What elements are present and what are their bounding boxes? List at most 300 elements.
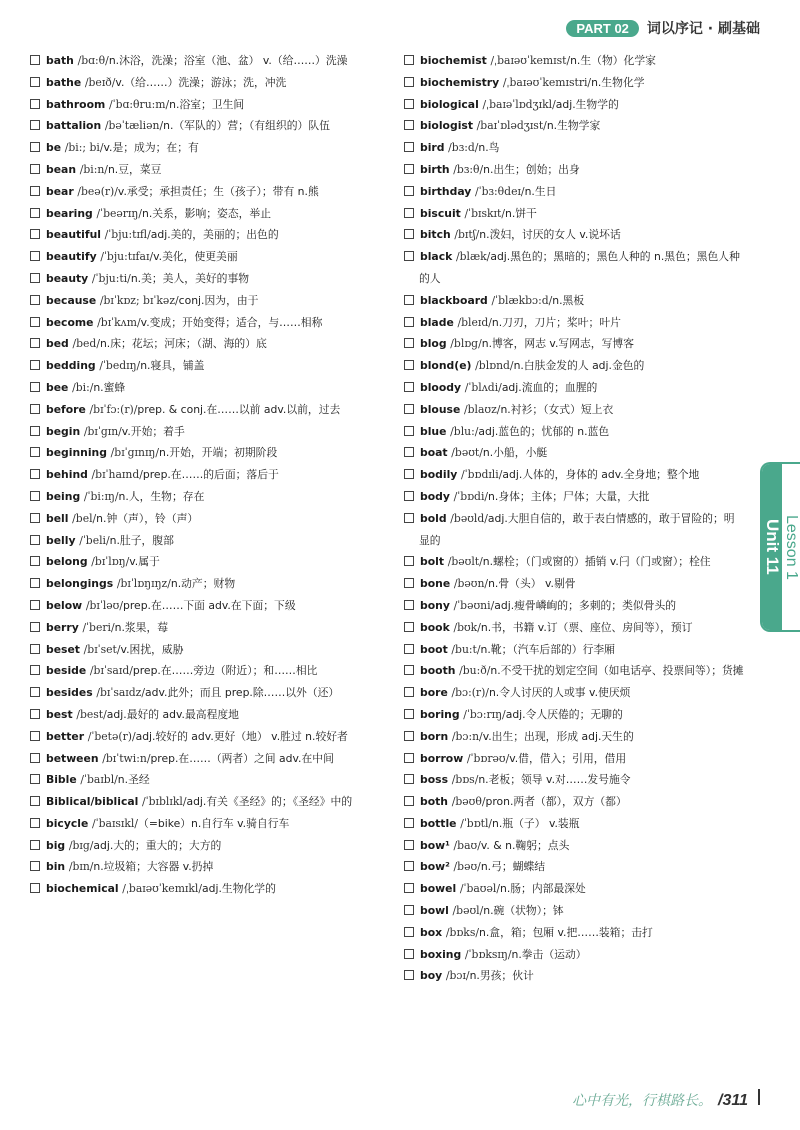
phonetic: /ˈbɒtl/ (460, 816, 493, 830)
vocab-entry (404, 791, 744, 813)
checkbox-icon[interactable] (404, 796, 414, 806)
definition: n.不受干扰的划定空间（如电话亭、投票间等）；货摊 (490, 664, 744, 678)
phonetic: /bɪˈsaɪdz/ (96, 686, 145, 700)
checkbox-icon[interactable] (404, 970, 414, 980)
checkbox-icon[interactable] (30, 120, 40, 130)
headword: beauty (46, 271, 89, 285)
vocab-entry (404, 203, 744, 225)
definition: v.是；成为；在；有 (103, 141, 199, 155)
definition: n.生物化学 (591, 75, 645, 89)
phonetic: /bɒs/ (451, 773, 479, 787)
phonetic: /ˈbɪskɪt/ (464, 206, 505, 220)
checkbox-icon[interactable] (404, 687, 414, 697)
checkbox-icon[interactable] (404, 382, 414, 392)
vocab-entry (30, 312, 390, 334)
vocab-entry (30, 203, 390, 225)
definition: n.刀刃，刀片；桨叶；叶片 (491, 315, 621, 329)
checkbox-icon[interactable] (404, 99, 414, 109)
unit-label: Unit 11 (763, 519, 782, 575)
checkbox-icon[interactable] (30, 317, 40, 327)
checkbox-icon[interactable] (404, 927, 414, 937)
headword: biochemical (46, 882, 119, 896)
headword: boring (420, 707, 460, 721)
definition: n.钟（声），铃（声） (96, 511, 199, 525)
definition: （=bike）n.自行车 v.骑自行车 (138, 816, 290, 830)
definition: prep.在……旁边（附近）；和……相比 (132, 664, 318, 678)
vocab-entry (30, 115, 390, 137)
page-footer (572, 1089, 760, 1110)
checkbox-icon[interactable] (404, 622, 414, 632)
definition: v.美化，使更美丽 (153, 250, 238, 264)
vocab-entry (30, 769, 390, 791)
phonetic: /ˈbɒdi/ (453, 489, 489, 503)
headword: blouse (420, 402, 461, 416)
definition: v.（给……）洗澡；游泳；洗，冲洗 (115, 75, 287, 89)
definition: n.（军队的）营；（有组织的）队伍 (163, 119, 330, 133)
definition: n.浴室；卫生间 (169, 97, 245, 111)
definition: n.关系，影响；姿态，举止 (141, 206, 272, 220)
vocab-entry (30, 856, 390, 878)
phonetic: /bʊk/ (453, 620, 481, 634)
vocab-entry (404, 835, 744, 857)
vocab-entry (30, 72, 390, 94)
phonetic: /bu:ð/ (459, 664, 491, 678)
definition: n.骨（头） v.剔骨 (488, 577, 576, 591)
checkbox-icon[interactable] (404, 317, 414, 327)
vocab-entry (30, 835, 390, 857)
definition: v.借，借入；引用，借用 (509, 751, 627, 765)
phonetic: /bɔ:n/ (451, 729, 483, 743)
headword: bow¹ (420, 838, 450, 852)
headword: bedding (46, 359, 96, 373)
section-title: 词以序记 · 刷基础 (646, 21, 760, 37)
headword: biochemist (420, 54, 487, 67)
checkbox-icon[interactable] (404, 164, 414, 174)
vocab-entry (30, 617, 390, 639)
vocab-entry (404, 72, 744, 94)
headword: bowel (420, 882, 457, 896)
vocab-entry (404, 573, 744, 595)
vocab-entry (30, 268, 390, 290)
phonetic: /bɒks/ (445, 925, 479, 939)
definition: n.书，书籍 v.订（票、座位、房间等），预订 (480, 620, 693, 634)
phonetic: /ˈblækbɔ:d/ (491, 293, 553, 307)
headword: bolt (420, 555, 445, 569)
headword: blog (420, 337, 447, 351)
checkbox-icon[interactable] (404, 491, 414, 501)
vocab-entry (404, 551, 744, 573)
vocab-entry (30, 464, 390, 486)
phonetic: /ˈbəʊni/ (453, 598, 495, 612)
headword: bony (420, 598, 450, 612)
checkbox-icon[interactable] (404, 665, 414, 675)
phonetic: /bɪˈfɔ:(r)/ (89, 402, 138, 416)
phonetic: /blɒnd/ (475, 359, 514, 373)
headword: beautiful (46, 228, 101, 242)
definition: n.生（物）化学家 (570, 54, 656, 67)
headword: best (46, 707, 73, 721)
checkbox-icon[interactable] (404, 360, 414, 370)
definition: n.博客，网志 v.写网志，写博客 (481, 337, 634, 351)
phonetic: /bəˈtæliən/ (104, 119, 164, 133)
headword: berry (46, 620, 79, 634)
headword: belly (46, 533, 76, 547)
headword: become (46, 315, 94, 329)
checkbox-icon[interactable] (30, 229, 40, 239)
checkbox-icon[interactable] (30, 360, 40, 370)
definition: pron.两者（都），双方（都） (485, 795, 627, 809)
definition: n.蜜蜂 (93, 380, 126, 394)
headword: boot (420, 642, 448, 656)
checkbox-icon[interactable] (30, 77, 40, 87)
checkbox-icon[interactable] (404, 208, 414, 218)
vocab-entry (30, 442, 390, 464)
vocab-entry (30, 595, 390, 617)
vocab-entry (30, 813, 390, 835)
headword: bowl (420, 904, 449, 918)
headword: boy (420, 969, 443, 983)
vocab-entry (404, 377, 744, 399)
definition: v.承受；承担责任；生（孩子）；带有 n.熊 (117, 184, 319, 198)
checkbox-icon[interactable] (30, 687, 40, 697)
vocab-entry (404, 312, 744, 334)
checkbox-icon[interactable] (404, 644, 414, 654)
phonetic: /blæk/ (455, 250, 491, 264)
phonetic: /ˈbɑ:θru:m/ (108, 97, 170, 111)
definition: n.浆果，莓 (114, 620, 169, 634)
definition: n.螺栓；（门或窗的）插销 v.闩（门或窗）；栓住 (482, 555, 711, 569)
checkbox-icon[interactable] (30, 556, 40, 566)
definition: n.盒，箱；包厢 v.把……装箱；击打 (479, 925, 653, 939)
headword: between (46, 751, 99, 765)
checkbox-icon[interactable] (404, 861, 414, 871)
checkbox-icon[interactable] (30, 513, 40, 523)
checkbox-icon[interactable] (404, 186, 414, 196)
vocab-entry (30, 333, 390, 355)
phonetic: /ˈbeli/ (79, 533, 110, 547)
definition: n.老板；领导 v.对……发号施令 (478, 773, 631, 787)
headword: boss (420, 773, 448, 787)
definition: n.拳击（运动） (511, 947, 587, 961)
phonetic: /ˈbedɪŋ/ (99, 359, 141, 373)
phonetic: /bi:; bi/ (64, 141, 104, 155)
headword: being (46, 489, 81, 503)
definition: adj.最好的 adv.最高程度地 (106, 707, 239, 721)
vocab-entry (404, 944, 744, 966)
headword: beginning (46, 446, 107, 460)
definition: adj.令人厌倦的；无聊的 (505, 707, 623, 721)
phonetic: /bɪˈgɪn/ (83, 424, 122, 438)
checkbox-icon[interactable] (30, 447, 40, 457)
unit-lesson-tab[interactable] (760, 462, 800, 632)
phonetic: /bɪˈgɪnɪŋ/ (110, 446, 160, 460)
checkbox-icon[interactable] (404, 556, 414, 566)
headword: book (420, 620, 450, 634)
vocab-entry (404, 617, 744, 639)
vocab-entry (404, 399, 744, 421)
checkbox-icon[interactable] (404, 600, 414, 610)
definition: prep.在……下面 adv.在下面；下级 (123, 598, 296, 612)
checkbox-icon[interactable] (30, 295, 40, 305)
phonetic: /bed/ (72, 337, 100, 351)
checkbox-icon[interactable] (404, 404, 414, 414)
vocab-entry (30, 639, 390, 661)
vocab-entry (30, 246, 390, 268)
vocab-entry (404, 333, 744, 355)
definition: n.黑板 (552, 293, 585, 307)
phonetic: /bɔ:(r)/ (451, 686, 489, 700)
headword: Biblical/biblical (46, 795, 139, 809)
headword: bin (46, 860, 66, 874)
vocab-entry (30, 573, 390, 595)
definition: prep.在……（两者）之间 adv.在中间 (150, 751, 334, 765)
vocab-entry (404, 508, 744, 552)
definition: n.美；美人，美好的事物 (130, 271, 250, 285)
phonetic: /ˈbɪblɪkl/ (142, 795, 187, 809)
phonetic: /bɪˈkɒz; bɪˈkəz/ (99, 293, 179, 307)
checkbox-icon[interactable] (30, 382, 40, 392)
checkbox-icon[interactable] (30, 186, 40, 196)
headword: better (46, 729, 85, 743)
checkbox-icon[interactable] (404, 578, 414, 588)
phonetic: /ˈbaɪbl/ (80, 773, 118, 787)
checkbox-icon[interactable] (404, 753, 414, 763)
phonetic: /ˌbaɪəʊˈkemɪkl/ (122, 882, 203, 896)
headword: bed (46, 337, 69, 351)
checkbox-icon[interactable] (404, 55, 414, 65)
checkbox-icon[interactable] (404, 251, 414, 261)
phonetic: /bɪˈsaɪd/ (89, 664, 133, 678)
vocab-entry (404, 660, 744, 682)
vocab-entry (404, 137, 744, 159)
vocab-entry (404, 421, 744, 443)
checkbox-icon[interactable] (404, 426, 414, 436)
phonetic: /bɔɪ/ (445, 969, 470, 983)
vocab-entry (404, 246, 744, 290)
phonetic: /beə(r)/ (77, 184, 118, 198)
checkbox-icon[interactable] (30, 709, 40, 719)
checkbox-icon[interactable] (30, 535, 40, 545)
headword: bitch (420, 228, 451, 242)
phonetic: /bəʊlt/ (447, 555, 483, 569)
checkbox-icon[interactable] (30, 338, 40, 348)
phonetic: /ˈbju:ti/ (91, 271, 131, 285)
phonetic: /bəʊ/ (453, 860, 481, 874)
phonetic: /ˈbi:ɪŋ/ (83, 489, 119, 503)
headword: belong (46, 555, 88, 569)
checkbox-icon[interactable] (30, 469, 40, 479)
vocab-entry (30, 290, 390, 312)
checkbox-icon[interactable] (30, 883, 40, 893)
checkbox-icon[interactable] (404, 818, 414, 828)
headword: belongings (46, 577, 114, 591)
checkbox-icon[interactable] (30, 208, 40, 218)
checkbox-icon[interactable] (404, 229, 414, 239)
vocab-entry (404, 878, 744, 900)
headword: bathe (46, 75, 82, 89)
definition: adj.瘦骨嶙峋的；多刺的；类似骨头的 (494, 598, 677, 612)
definition: adj.大胆自信的，敢于表白情感的，敢于冒险的；明显的 (419, 511, 735, 547)
headword: born (420, 729, 449, 743)
checkbox-icon[interactable] (30, 491, 40, 501)
checkbox-icon[interactable] (30, 404, 40, 414)
definition: n.弓；蝴蝶结 (480, 860, 546, 874)
checkbox-icon[interactable] (404, 295, 414, 305)
headword: battalion (46, 119, 102, 133)
phonetic: /ˈbeərɪŋ/ (96, 206, 142, 220)
headword: biochemistry (420, 75, 500, 89)
headword: bore (420, 686, 448, 700)
checkbox-icon[interactable] (30, 774, 40, 784)
checkbox-icon[interactable] (404, 447, 414, 457)
phonetic: /bɪn/ (68, 860, 94, 874)
headword: boxing (420, 947, 462, 961)
vocab-entry (404, 94, 744, 116)
checkbox-icon[interactable] (30, 164, 40, 174)
checkbox-icon[interactable] (404, 77, 414, 87)
headword: bath (46, 54, 74, 67)
checkbox-icon[interactable] (404, 774, 414, 784)
phonetic: /ˈbɔ:rɪŋ/ (463, 707, 506, 721)
definition: adv.此外；而且 prep.除……以外（还） (145, 686, 340, 700)
checkbox-icon[interactable] (404, 731, 414, 741)
checkbox-icon[interactable] (30, 840, 40, 850)
checkbox-icon[interactable] (30, 578, 40, 588)
headword: Bible (46, 773, 77, 787)
vocab-entry (30, 508, 390, 530)
headword: bean (46, 162, 77, 176)
phonetic: /bəʊt/ (451, 446, 483, 460)
checkbox-icon[interactable] (404, 142, 414, 152)
vocab-entry (404, 748, 744, 770)
headword: biological (420, 97, 479, 111)
definition: n.鸟 (478, 141, 500, 155)
phonetic: /bɜ:θ/ (453, 162, 484, 176)
checkbox-icon[interactable] (30, 644, 40, 654)
checkbox-icon[interactable] (404, 120, 414, 130)
headword: beset (46, 642, 80, 656)
phonetic: /bəʊθ/ (451, 795, 486, 809)
checkbox-icon[interactable] (30, 731, 40, 741)
checkbox-icon[interactable] (30, 426, 40, 436)
phonetic: /bɪg/ (68, 838, 94, 852)
motto: 心中有光，行棋路长。 (572, 1093, 713, 1109)
vocab-entry (404, 704, 744, 726)
headword: beautify (46, 250, 97, 264)
phonetic: /ˈbɒdɪli/ (461, 468, 503, 482)
definition: adj.人体的，身体的 adv.全身地；整个地 (502, 468, 700, 482)
checkbox-icon[interactable] (30, 273, 40, 283)
phonetic: /bɜ:d/ (448, 141, 479, 155)
definition: v.变成；开始变得；适合，与……相称 (140, 315, 323, 329)
headword: birthday (420, 184, 472, 198)
phonetic: /ˈbaɪsɪkl/ (91, 816, 139, 830)
phonetic: /best/ (76, 707, 107, 721)
vocab-entry (30, 399, 390, 421)
phonetic: /bi:n/ (79, 162, 108, 176)
definition: n.碗（状物）；钵 (483, 904, 564, 918)
definition: n.床；花坛；河床；（湖、海的）底 (99, 337, 267, 351)
checkbox-icon[interactable] (30, 818, 40, 828)
headword: behind (46, 468, 88, 482)
phonetic: /bi:/ (72, 380, 94, 394)
definition: n.男孩；伙计 (469, 969, 534, 983)
phonetic: /ˈbetə(r)/ (87, 729, 136, 743)
checkbox-icon[interactable] (30, 861, 40, 871)
phonetic: /baʊ/ (453, 838, 481, 852)
definition: n.肠；内部最深处 (499, 882, 586, 896)
checkbox-icon[interactable] (30, 55, 40, 65)
checkbox-icon[interactable] (404, 709, 414, 719)
vocab-entry (404, 355, 744, 377)
headword: below (46, 598, 83, 612)
definition: n.衬衫；（女式）短上衣 (500, 402, 614, 416)
lesson-label: Lesson 1 (783, 514, 800, 580)
phonetic: /bɪˈkʌm/ (97, 315, 141, 329)
phonetic: /bɪˈhaɪnd/ (91, 468, 143, 482)
phonetic: /bəʊn/ (453, 577, 489, 591)
headword: black (420, 250, 453, 264)
vocab-entry (30, 660, 390, 682)
definition: adj.生物化学的 (202, 882, 276, 896)
vocab-entry (30, 181, 390, 203)
definition: adj.美的，美丽的；出色的 (150, 228, 279, 242)
phonetic: /ˈbju:tɪfl/ (104, 228, 151, 242)
checkbox-icon[interactable] (404, 905, 414, 915)
headword: before (46, 402, 86, 416)
headword: bottle (420, 816, 457, 830)
checkbox-icon[interactable] (404, 949, 414, 959)
checkbox-icon[interactable] (30, 796, 40, 806)
definition: n.动产；财物 (170, 577, 236, 591)
vocab-entry (30, 726, 390, 748)
headword: blond(e) (420, 359, 472, 373)
vocab-entry (404, 181, 744, 203)
checkbox-icon[interactable] (404, 840, 414, 850)
checkbox-icon[interactable] (30, 665, 40, 675)
checkbox-icon[interactable] (30, 622, 40, 632)
phonetic: /ˌbaɪəˈlɒdʒɪkl/ (482, 97, 556, 111)
checkbox-icon[interactable] (404, 883, 414, 893)
checkbox-icon[interactable] (30, 600, 40, 610)
headword: booth (420, 664, 456, 678)
checkbox-icon[interactable] (30, 753, 40, 763)
phonetic: /ˈbɒksɪŋ/ (464, 947, 512, 961)
checkbox-icon[interactable] (404, 469, 414, 479)
checkbox-icon[interactable] (30, 99, 40, 109)
headword: bold (420, 511, 447, 525)
phonetic: /baɪˈɒlədʒɪst/ (476, 119, 547, 133)
definition: n.出生；创始；出身 (483, 162, 580, 176)
checkbox-icon[interactable] (30, 251, 40, 261)
vocab-entry (404, 922, 744, 944)
phonetic: /ˌbaɪəʊˈkemɪstri/ (502, 75, 592, 89)
checkbox-icon[interactable] (404, 338, 414, 348)
checkbox-icon[interactable] (30, 142, 40, 152)
phonetic: /bɪˈtwi:n/ (102, 751, 151, 765)
part-badge: PART 02 (566, 20, 639, 37)
headword: boat (420, 446, 448, 460)
vocab-entry (30, 486, 390, 508)
vocab-entry (30, 50, 390, 72)
phonetic: /blu:/ (450, 424, 479, 438)
definition: v.困扰，威胁 (120, 642, 184, 656)
headword: box (420, 925, 443, 939)
phonetic: /ˈberi/ (82, 620, 115, 634)
checkbox-icon[interactable] (404, 513, 414, 523)
phonetic: /bɑ:θ/ (77, 54, 109, 67)
phonetic: /beɪð/ (84, 75, 116, 89)
